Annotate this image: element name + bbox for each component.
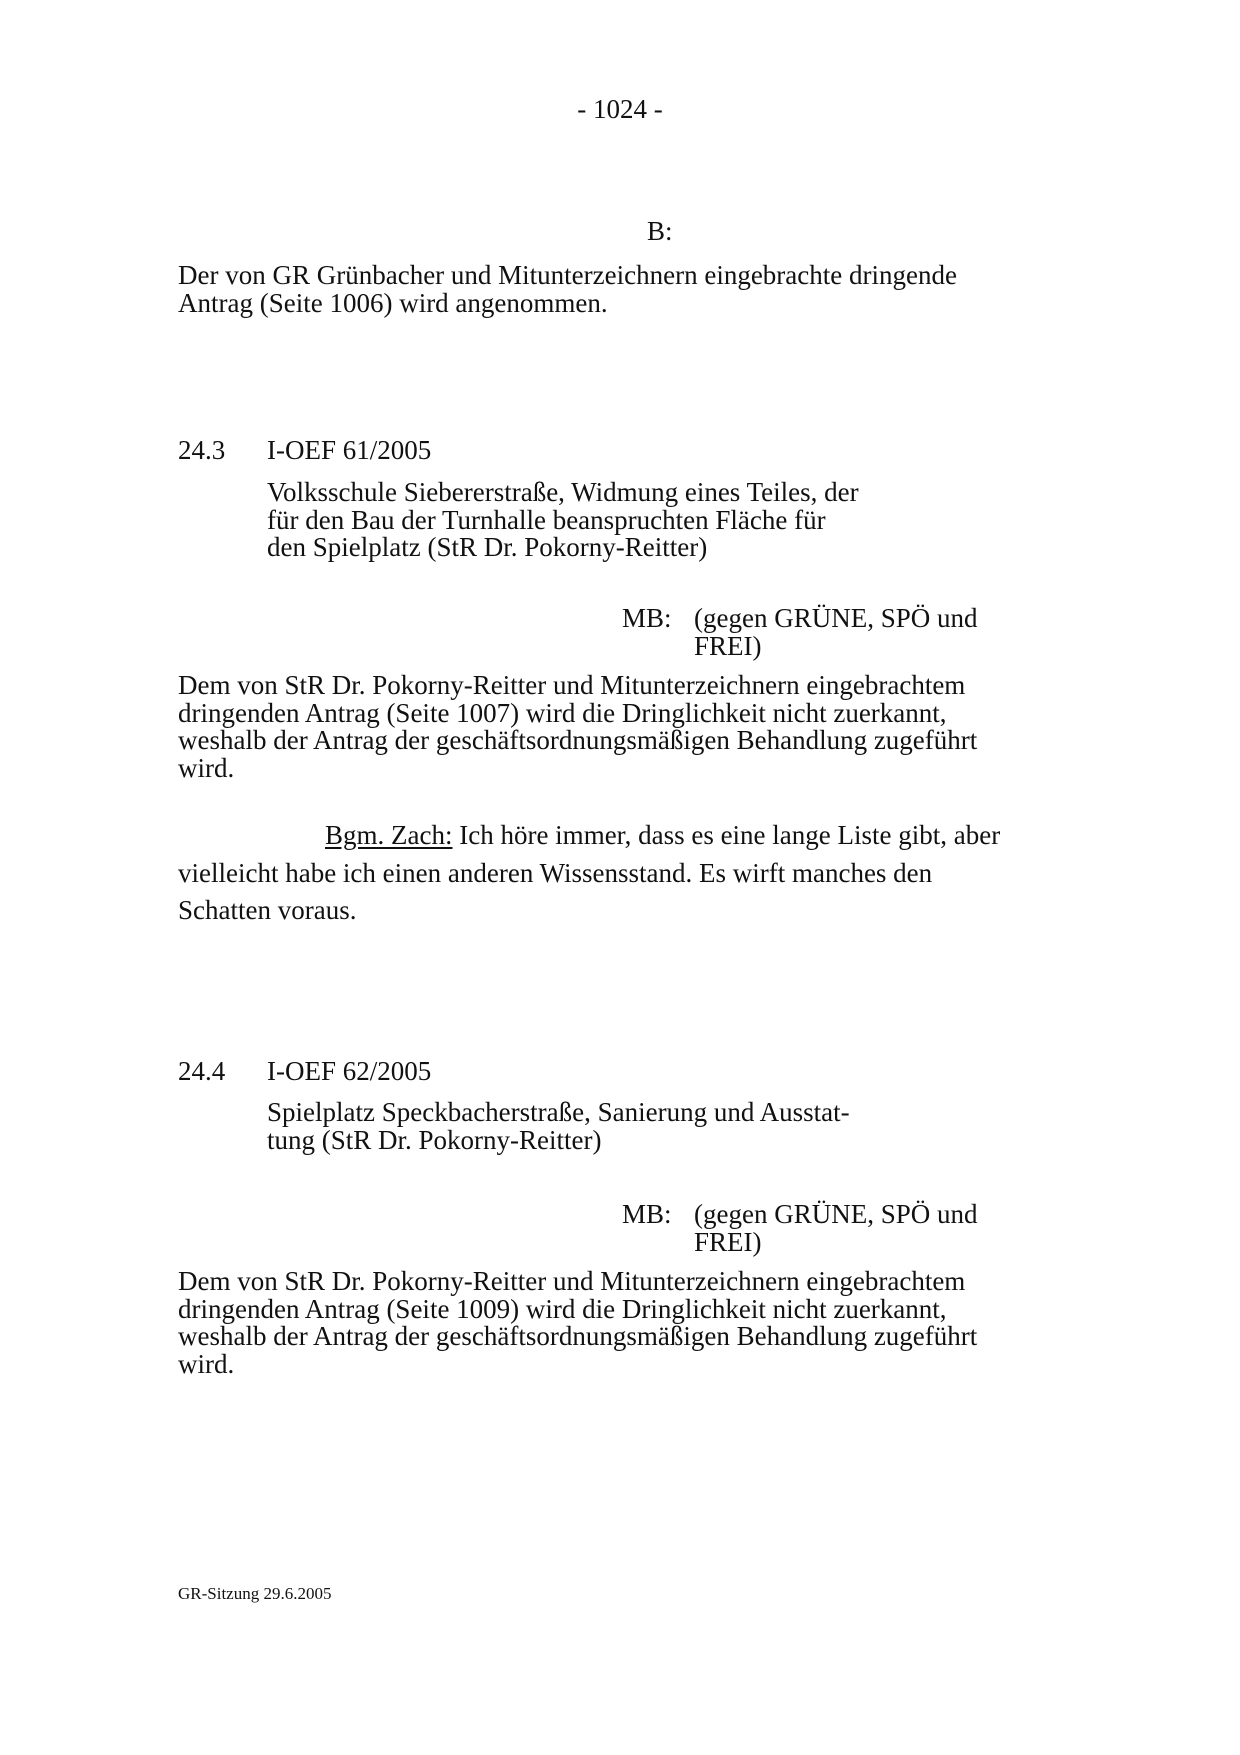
paragraph-line: Dem von StR Dr. Pokorny-Reitter und Mitunterzeichnern eingebrachtem (178, 1266, 966, 1296)
page-footer: GR-Sitzung 29.6.2005 (178, 1584, 332, 1603)
item-title (267, 479, 859, 562)
paragraph-line: dringenden Antrag (Seite 1007) wird die Dringlichkeit nicht zuerkannt, (178, 697, 947, 728)
section-label-b: B: (647, 216, 673, 246)
section-b-paragraph (178, 262, 1078, 317)
speech-line: vielleicht habe ich einen anderen Wissensstand. Es wirft manches den (178, 857, 933, 888)
paragraph-line: Der von GR Grünbacher und Mitunterzeichnern eingebrachte dringende (178, 260, 957, 290)
item-title-line: tung (StR Dr. Pokorny-Reitter) (267, 1124, 602, 1155)
vote-result-line: (gegen GRÜNE, SPÖ und (694, 603, 978, 633)
vote-result (694, 605, 978, 660)
decision-paragraph (178, 672, 1078, 782)
vote-result (694, 1201, 978, 1256)
speech-paragraph (178, 822, 1078, 935)
page-number: - 1024 - (577, 94, 663, 124)
vote-result-line: FREI) (694, 630, 762, 661)
paragraph-line: wird. (178, 1348, 235, 1379)
vote-result-line: FREI) (694, 1226, 762, 1257)
vote-label: MB: (622, 1199, 672, 1229)
item-title-line: den Spielplatz (StR Dr. Pokorny-Reitter) (267, 532, 708, 562)
paragraph-line: dringenden Antrag (Seite 1009) wird die Dringlichkeit nicht zuerkannt, (178, 1293, 947, 1324)
item-title-line: Volksschule Siebererstraße, Widmung eines Teiles, der (267, 477, 859, 507)
item-number: 24.4 (178, 1056, 226, 1086)
paragraph-line: weshalb der Antrag der geschäftsordnungsmäßigen Behandlung zugeführt (178, 1321, 978, 1351)
item-code: I-OEF 61/2005 (267, 435, 432, 465)
item-number: 24.3 (178, 435, 226, 465)
item-title-line: Spielplatz Speckbacherstraße, Sanierung und Ausstat- (267, 1097, 850, 1127)
paragraph-line: weshalb der Antrag der geschäftsordnungsmäßigen Behandlung zugeführt (178, 725, 978, 755)
decision-paragraph (178, 1268, 1078, 1378)
paragraph-line: wird. (178, 752, 235, 783)
speaker-name: Bgm. Zach: (325, 820, 453, 850)
item-title-line: für den Bau der Turnhalle beanspruchten Fläche für (267, 504, 826, 535)
paragraph-line: Antrag (Seite 1006) wird angenommen. (178, 287, 608, 318)
item-title (267, 1099, 850, 1154)
speech-first-line (178, 822, 1078, 860)
speech-text: Ich höre immer, dass es eine lange Liste gibt, aber (452, 820, 1001, 850)
speech-line: Schatten voraus. (178, 895, 357, 925)
vote-result-line: (gegen GRÜNE, SPÖ und (694, 1199, 978, 1229)
vote-label: MB: (622, 603, 672, 633)
paragraph-line: Dem von StR Dr. Pokorny-Reitter und Mitunterzeichnern eingebrachtem (178, 670, 966, 700)
item-code: I-OEF 62/2005 (267, 1056, 432, 1086)
